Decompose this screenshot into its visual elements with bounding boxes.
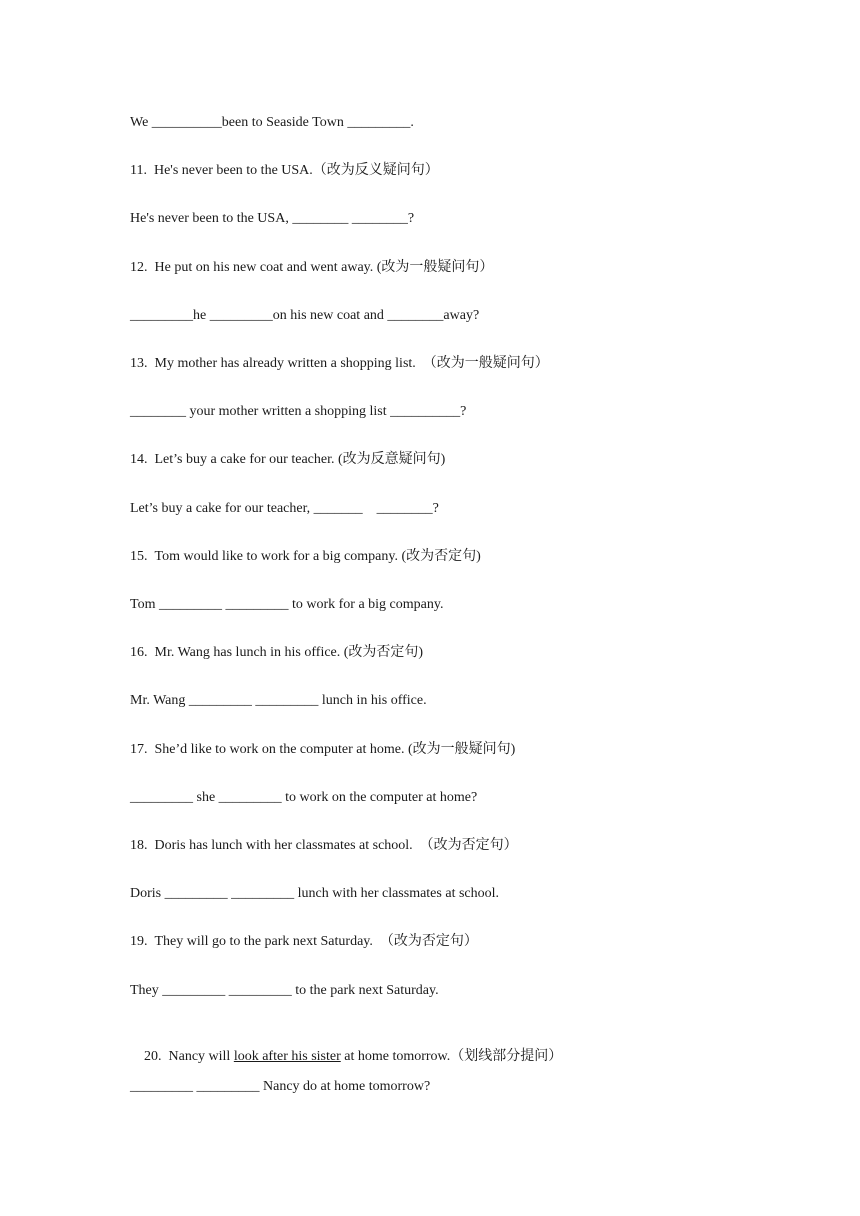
question-text: He put on his new coat and went away. (改为一般疑问句） [154, 259, 494, 275]
question-text: She’d like to work on the computer at home. (改为一般疑问句) [154, 741, 516, 757]
question-17 [130, 741, 515, 759]
question-text: Let’s buy a cake for our teacher. (改为反意疑问句) [154, 452, 446, 468]
question-text-after: at home tomorrow.（划线部分提问） [340, 1048, 563, 1064]
answer-line: He's never been to the USA, ________ ________? [130, 211, 415, 227]
question-text: Doris has lunch with her classmates at school. （改为否定句） [154, 838, 518, 853]
answer-line: We __________been to Seaside Town _________. [130, 115, 414, 130]
question-number: 13. [130, 356, 148, 371]
question-20 [130, 1030, 562, 1084]
answer-line: Doris _________ _________ lunch with her classmates at school. [130, 886, 500, 902]
question-number: 18. [130, 838, 148, 853]
question-15 [130, 548, 481, 566]
answer-line: Let’s buy a cake for our teacher, _______ ________? [130, 500, 439, 516]
question-13 [130, 355, 549, 373]
question-11 [130, 162, 439, 180]
question-18 [130, 837, 518, 855]
question-number: 20. [144, 1048, 162, 1064]
question-text: They will go to the park next Saturday. （改为否定句） [154, 934, 478, 950]
question-number: 14. [130, 452, 148, 468]
underlined-phrase: look after his sister [233, 1048, 341, 1064]
answer-line: ________ your mother written a shopping list __________? [130, 404, 467, 420]
answer-line: Tom _________ _________ to work for a big company. [130, 597, 444, 612]
question-12 [130, 259, 493, 277]
answer-line: They _________ _________ to the park next Saturday. [130, 982, 439, 998]
question-14 [130, 451, 445, 469]
question-number: 11. [130, 163, 147, 179]
answer-line: _________ she _________ to work on the computer at home? [130, 789, 478, 805]
question-19 [130, 933, 478, 951]
question-number: 19. [130, 934, 148, 950]
question-text: Tom would like to work for a big company. (改为否定句) [154, 548, 481, 564]
question-text: He's never been to the USA.（改为反义疑问句） [153, 163, 439, 179]
answer-line: Mr. Wang _________ _________ lunch in his office. [130, 693, 427, 709]
answer-line-20: _________ _________ Nancy do at home tomorrow? [130, 1079, 431, 1094]
question-text: My mother has already written a shopping list. （改为一般疑问句） [154, 356, 549, 371]
question-number: 17. [130, 741, 148, 757]
question-text: Mr. Wang has lunch in his office. (改为否定句) [154, 645, 424, 661]
question-text-before: Nancy will [168, 1048, 234, 1064]
question-number: 16. [130, 645, 148, 661]
question-number: 15. [130, 548, 148, 564]
question-number: 12. [130, 259, 148, 275]
answer-line: _________he _________on his new coat and ________away? [130, 307, 480, 323]
question-16 [130, 644, 423, 662]
